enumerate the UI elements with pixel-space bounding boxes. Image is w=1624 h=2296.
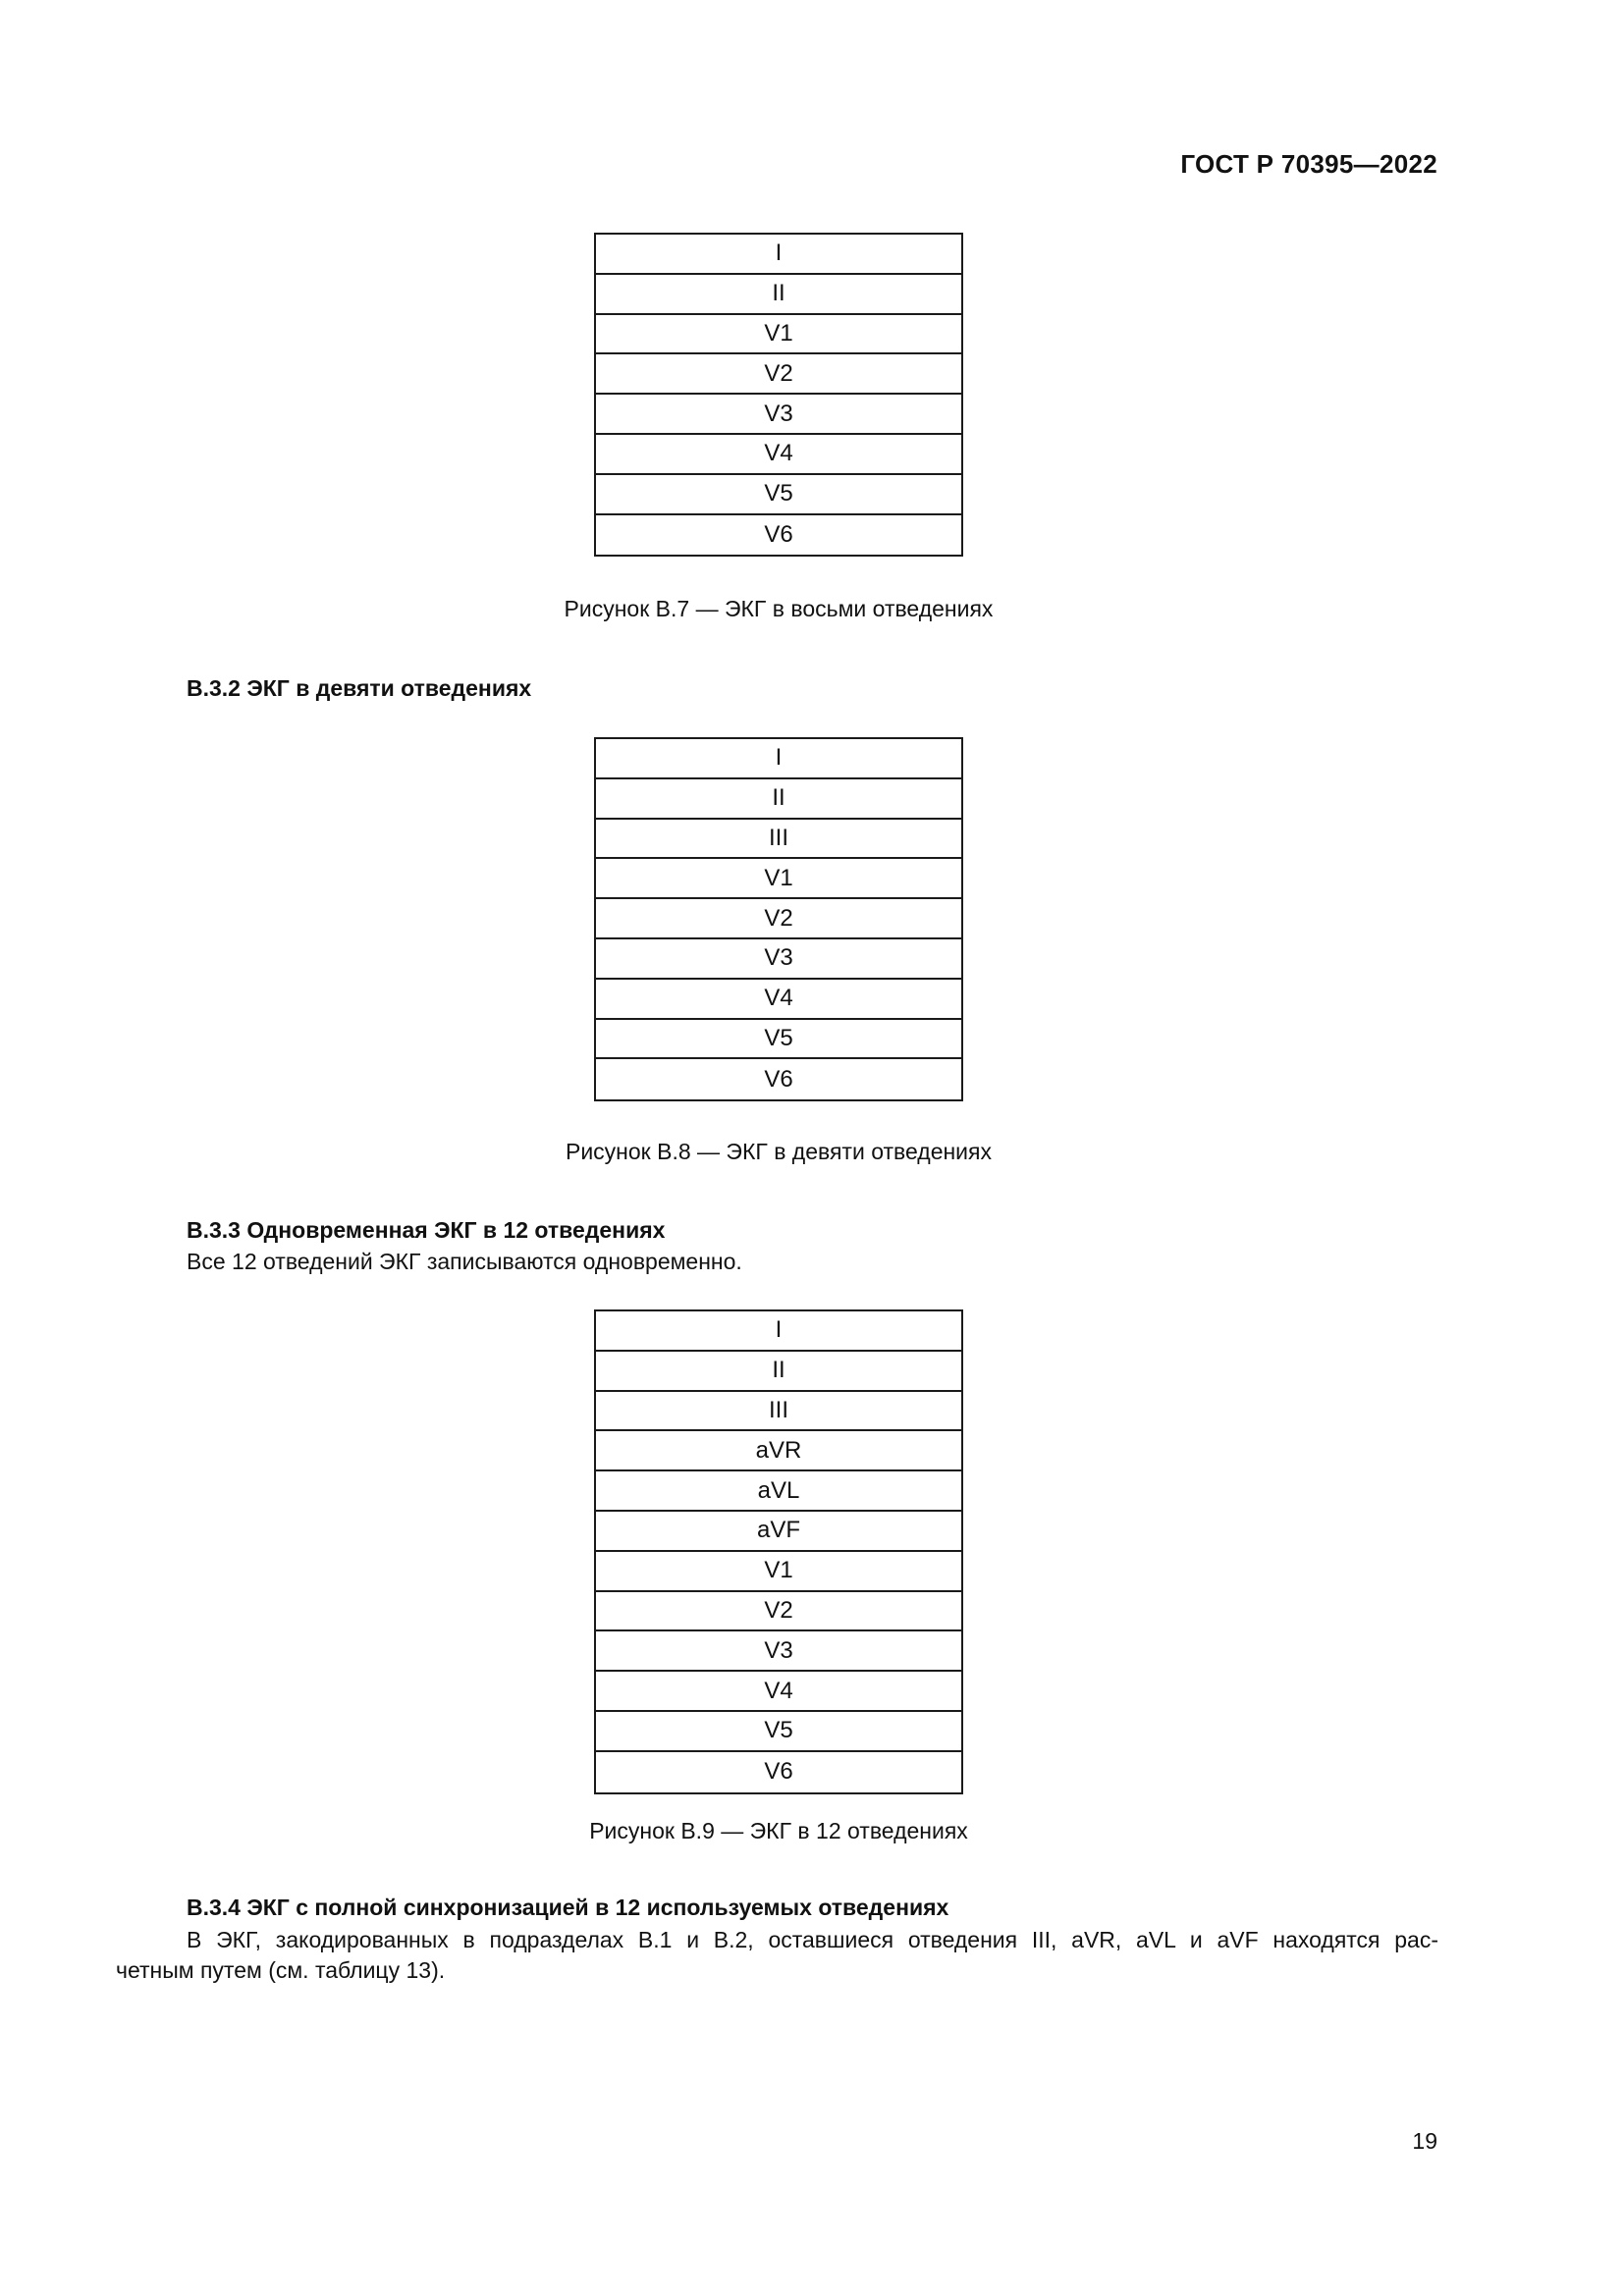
lead-row-v4: V4 [596, 980, 961, 1020]
lead-row-ii: II [596, 1352, 961, 1392]
lead-row-v4: V4 [596, 435, 961, 475]
section-text-b34-line1: В ЭКГ, закодированных в подразделах В.1 и В.2, оставшиеся отведения III, aVR, aVL и aVF находятся рас- [187, 1927, 1438, 1952]
section-heading-b33: В.3.3 Одновременная ЭКГ в 12 отведениях [187, 1217, 666, 1243]
section-text-b33: Все 12 отведений ЭКГ записываются одновременно. [187, 1249, 742, 1274]
lead-row-avr: aVR [596, 1431, 961, 1471]
page-number: 19 [1412, 2128, 1437, 2154]
lead-row-ii: II [596, 275, 961, 315]
figure-caption-b8: Рисунок В.8 — ЭКГ в девяти отведениях [565, 1139, 992, 1164]
document-header: ГОСТ Р 70395—2022 [1180, 149, 1437, 179]
lead-row-v2: V2 [596, 1592, 961, 1632]
lead-row-iii: III [596, 820, 961, 860]
figure-caption-b9: Рисунок В.9 — ЭКГ в 12 отведениях [589, 1818, 968, 1843]
lead-row-v5: V5 [596, 1712, 961, 1752]
lead-row-v1: V1 [596, 315, 961, 355]
lead-row-avf: aVF [596, 1512, 961, 1552]
lead-row-v4: V4 [596, 1672, 961, 1712]
figure-caption-b7: Рисунок В.7 — ЭКГ в восьми отведениях [564, 596, 994, 621]
lead-row-v3: V3 [596, 1631, 961, 1672]
lead-row-v6: V6 [764, 1758, 793, 1786]
lead-row-v5: V5 [596, 1020, 961, 1060]
section-heading-b32: В.3.2 ЭКГ в девяти отведениях [187, 675, 532, 701]
lead-row-v6: V6 [764, 520, 793, 548]
section-heading-b34: В.3.4 ЭКГ с полной синхронизацией в 12 используемых отведениях [187, 1895, 949, 1920]
lead-row-v2: V2 [596, 899, 961, 939]
lead-table-b8 [594, 737, 963, 1101]
lead-row-v3: V3 [596, 395, 961, 435]
section-text-b34-line2: четным путем (см. таблицу 13). [116, 1957, 446, 1983]
lead-row-v3: V3 [596, 939, 961, 980]
lead-row-i: I [596, 739, 961, 779]
lead-row-ii: II [596, 779, 961, 820]
lead-row-i: I [596, 235, 961, 275]
lead-table-b7 [594, 233, 963, 557]
lead-table-b9 [594, 1309, 963, 1794]
lead-row-v1: V1 [596, 1552, 961, 1592]
lead-row-v2: V2 [596, 354, 961, 395]
lead-row-iii: III [596, 1392, 961, 1432]
lead-row-i: I [596, 1311, 961, 1352]
lead-row-v1: V1 [596, 859, 961, 899]
lead-row-v5: V5 [596, 475, 961, 515]
lead-row-avl: aVL [596, 1471, 961, 1512]
lead-row-v6: V6 [764, 1065, 793, 1093]
